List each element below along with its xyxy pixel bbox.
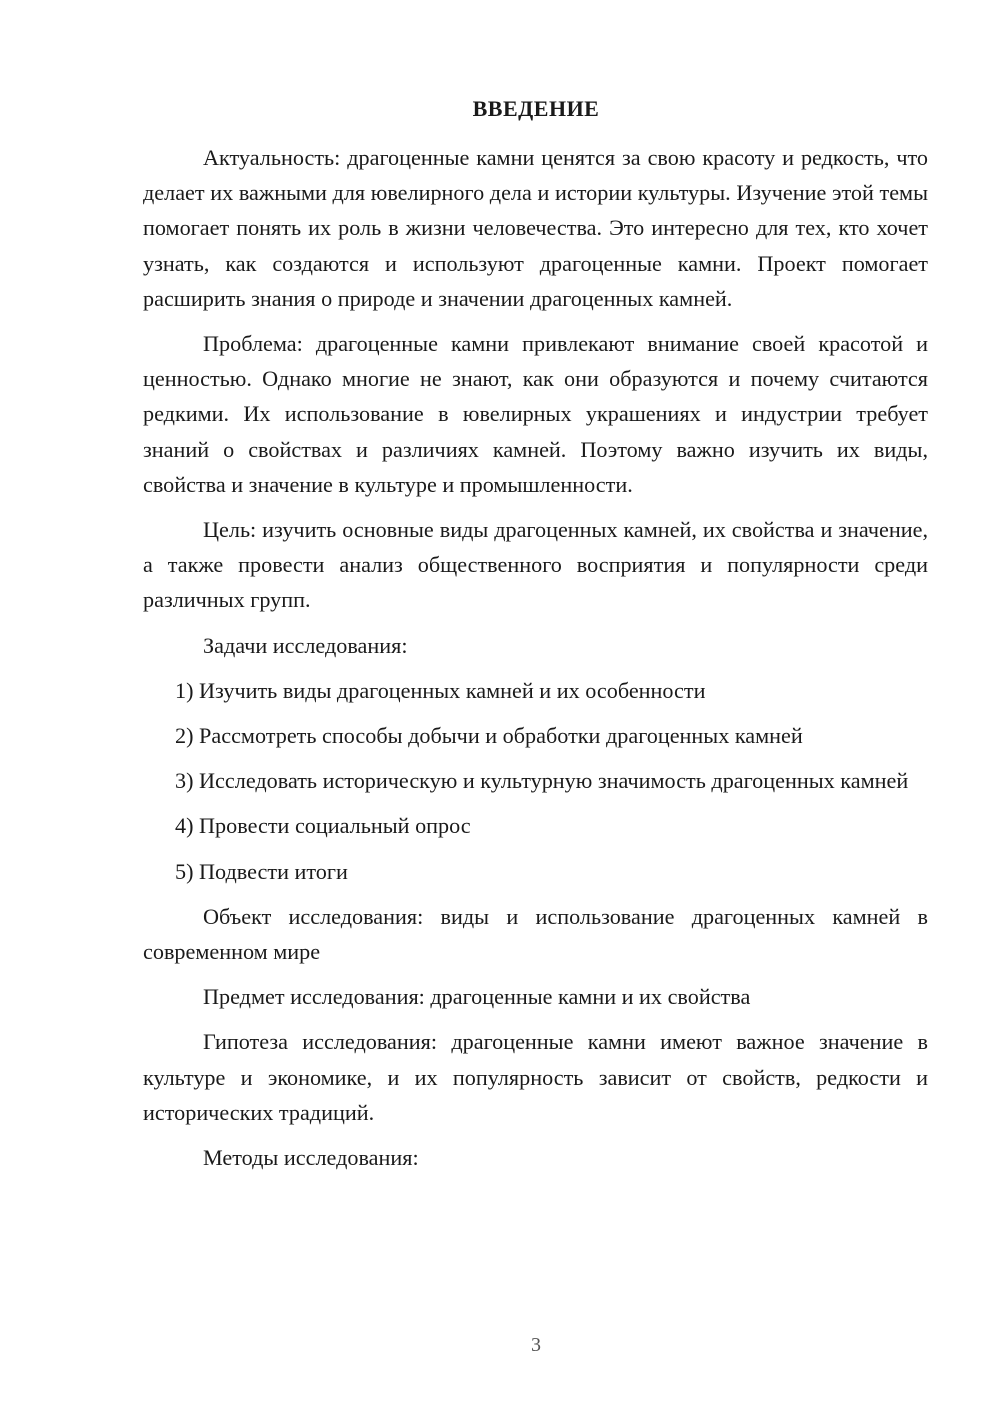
object-paragraph: Объект исследования: виды и использование драгоценных камней в современном мире [143, 903, 928, 965]
problem-paragraph: Проблема: драгоценные камни привлекают внимание своей красотой и ценностью. Однако многие не знают, как они образуются и почему считаются редкими. Их использование в ювелирных украшениях и индустрии требует знаний о свойствах и различиях камней. Поэтому важно изучить их виды, свойства и значение в культуре и промышленности. [143, 331, 928, 497]
subject-paragraph: Предмет исследования: драгоценные камни и их свойства [203, 984, 751, 1010]
section-title: ВВЕДЕНИЕ [472, 96, 600, 121]
page-number: 3 [531, 1334, 541, 1356]
task-item-4: 4) Провести социальный опрос [175, 813, 471, 839]
tasks-heading: Задачи исследования: [203, 632, 408, 658]
task-item-3: 3) Исследовать историческую и культурную значимость драгоценных камней [175, 768, 909, 794]
relevance-paragraph: Актуальность: драгоценные камни ценятся за свою красоту и редкость, что делает их важными для ювелирного дела и истории культуры. Изучение этой темы помогает понять их роль в жизни человечества. Это интересно для тех, кто хочет узнать, как создаются и используют драгоценные камни. Проект помогает расширить знания о природе и значении драгоценных камней. [143, 145, 928, 311]
document-body [143, 140, 928, 1185]
goal-paragraph: Цель: изучить основные виды драгоценных камней, их свойства и значение, а также провести анализ общественного восприятия и популярности среди различных групп. [143, 517, 928, 613]
task-item-5: 5) Подвести итоги [175, 858, 348, 884]
methods-heading: Методы исследования: [203, 1145, 419, 1171]
task-item-1: 1) Изучить виды драгоценных камней и их особенности [175, 677, 706, 703]
hypothesis-paragraph: Гипотеза исследования: драгоценные камни имеют важное значение в культуре и экономике, и их популярность зависит от свойств, редкости и исторических традиций. [143, 1029, 928, 1125]
task-item-2: 2) Рассмотреть способы добычи и обработки драгоценных камней [175, 723, 803, 749]
